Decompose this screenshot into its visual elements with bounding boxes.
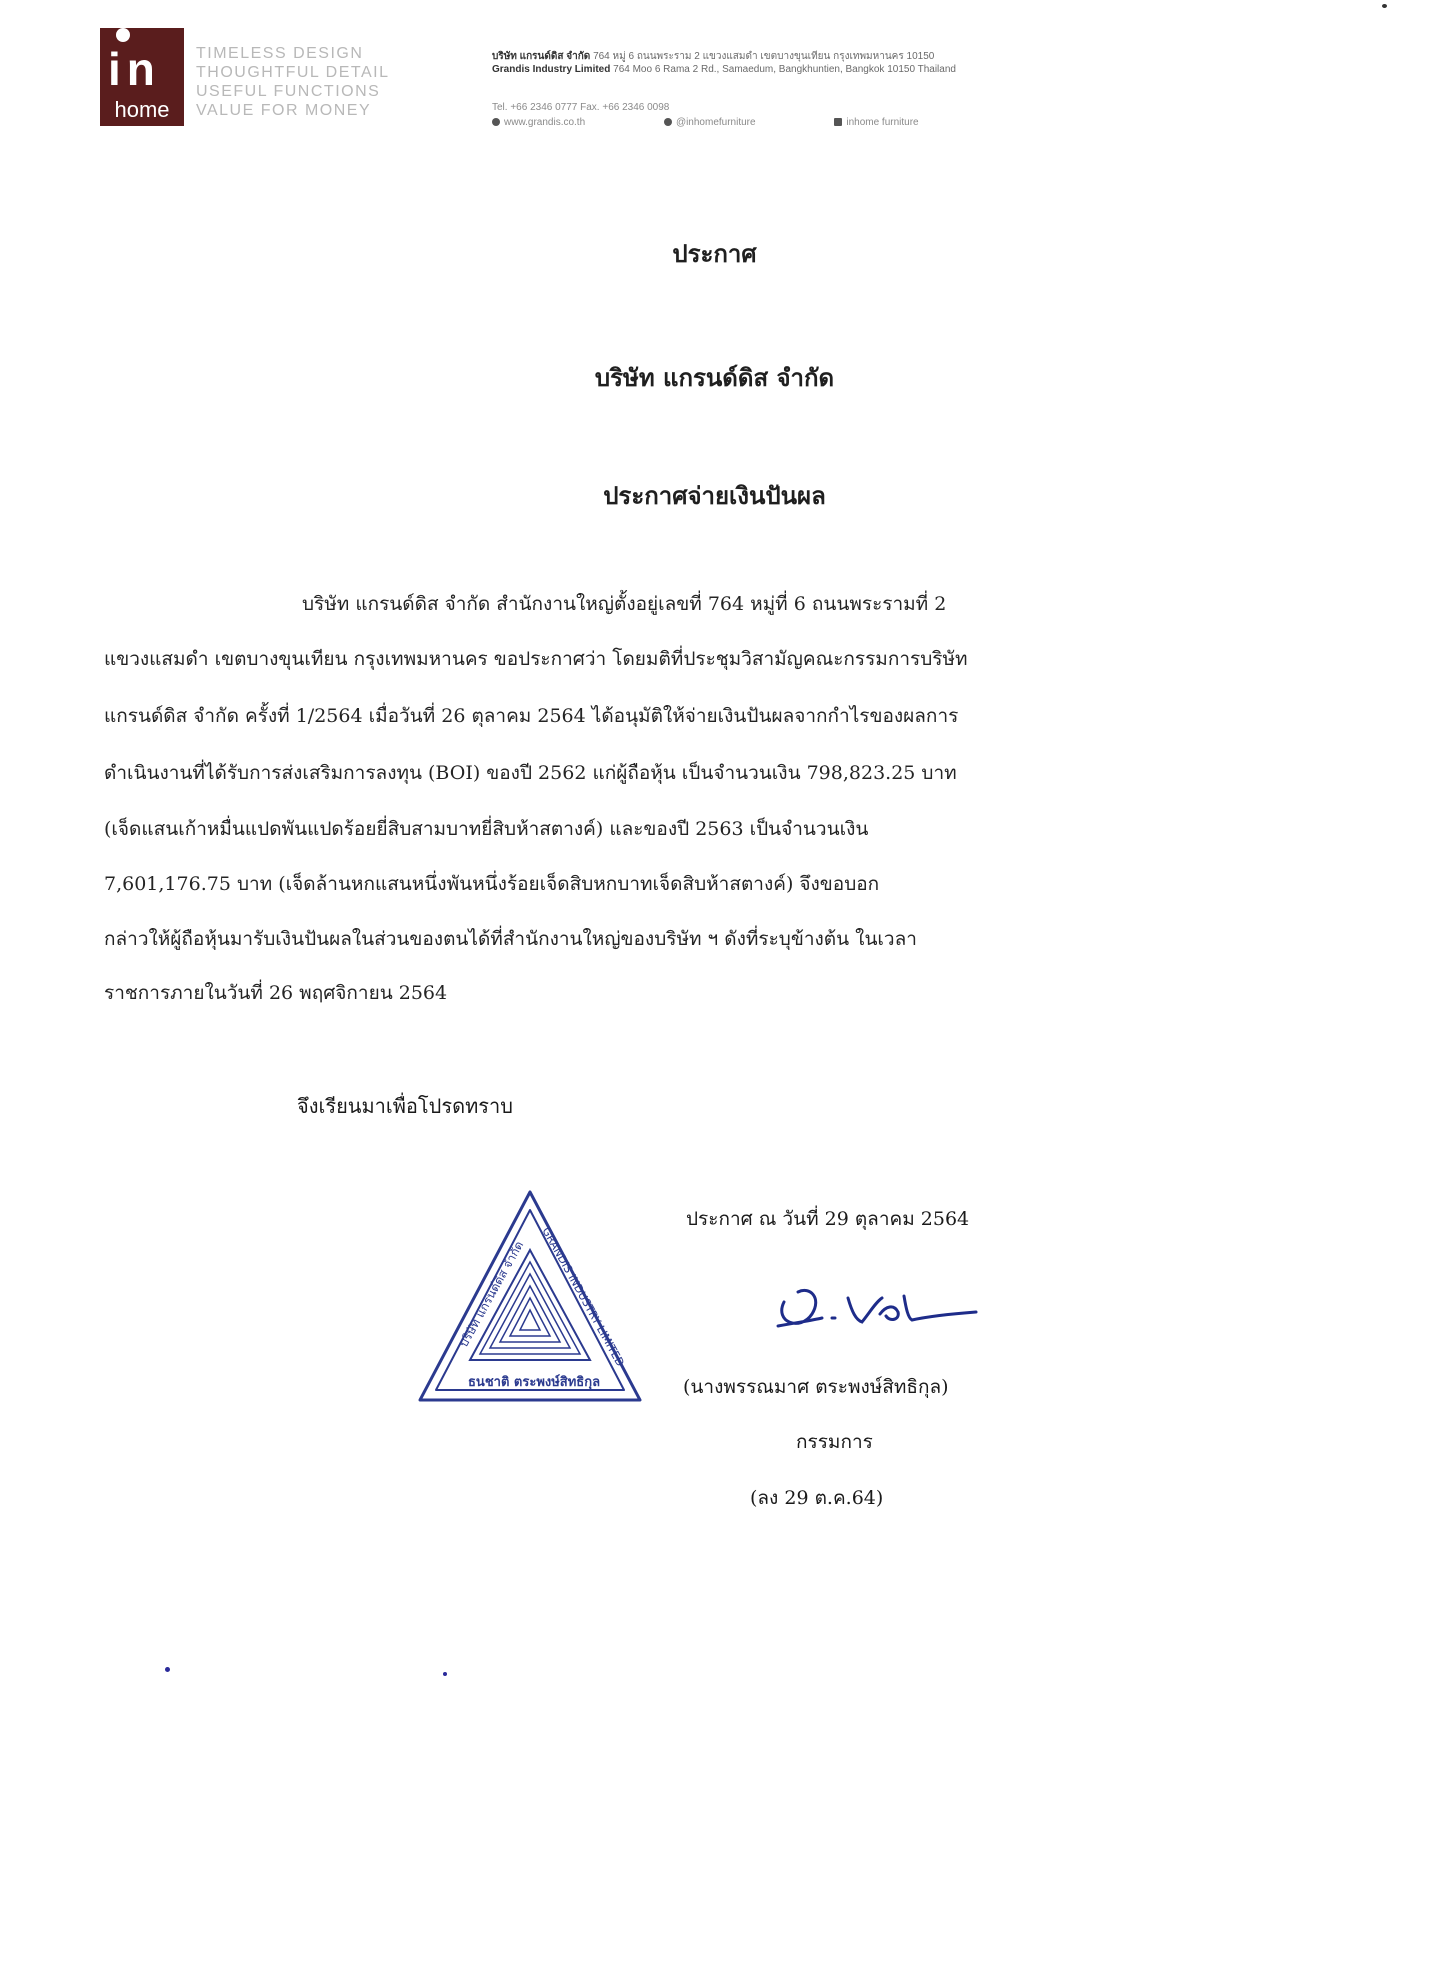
body-line: บริษัท แกรนด์ดิส จำกัด สำนักงานใหญ่ตั้งอยู่เลขที่ 764 หมู่ที่ 6 ถนนพระรามที่ 2 xyxy=(302,593,947,615)
scan-speck xyxy=(165,1667,170,1672)
company-address-en xyxy=(492,63,1212,76)
company-address-en-rest: 764 Moo 6 Rama 2 Rd., Samaedum, Bangkhuntien, Bangkok 10150 Thailand xyxy=(613,64,956,75)
tagline-line: THOUGHTFUL DETAIL xyxy=(196,64,390,81)
brand-tagline xyxy=(196,44,436,120)
body-line: 7,601,176.75 บาท (เจ็ดล้านหกแสนหนึ่งพันหนึ่งร้อยเจ็ดสิบหกบาทเจ็ดสิบห้าสตางค์) จึงขอบอก xyxy=(104,873,880,895)
website-item xyxy=(492,117,623,128)
facebook-icon xyxy=(834,118,842,126)
body-line: กล่าวให้ผู้ถือหุ้นมารับเงินปันผลในส่วนของตนได้ที่สำนักงานใหญ่ของบริษัท ฯ ดังที่ระบุข้างต้น ในเวลา xyxy=(104,928,917,950)
body-line: ดำเนินงานที่ได้รับการส่งเสริมการลงทุน (BOI) ของปี 2562 แก่ผู้ถือหุ้น เป็นจำนวนเงิน 798,823.25 บาท xyxy=(104,762,957,784)
company-contacts xyxy=(492,116,1212,129)
logo-in-text: in xyxy=(108,43,161,95)
signer-name: (นางพรรณมาศ ตระพงษ์สิทธิกุล) xyxy=(683,1376,949,1398)
announcement-date: ประกาศ ณ วันที่ 29 ตุลาคม 2564 xyxy=(686,1208,970,1230)
tagline-line: VALUE FOR MONEY xyxy=(196,102,372,119)
tagline-line: TIMELESS DESIGN xyxy=(196,45,364,62)
company-logo xyxy=(100,28,184,126)
company-phone: Tel. +66 2346 0777 Fax. +66 2346 0098 xyxy=(492,102,670,113)
line-text: @inhomefurniture xyxy=(675,117,756,128)
stamp-text-th: บริษัท แกรนด์ดิส จำกัด xyxy=(456,1238,527,1350)
logo-dot-icon xyxy=(116,28,130,42)
facebook-item xyxy=(834,117,956,128)
company-heading: บริษัท แกรนด์ดิส จำกัด xyxy=(594,363,835,392)
company-seal-stamp xyxy=(410,1180,650,1420)
body-line: แกรนด์ดิส จำกัด ครั้งที่ 1/2564 เมื่อวันที่ 26 ตุลาคม 2564 ได้อนุมัติให้จ่ายเงินปันผลจากกำไรของผลการ xyxy=(104,705,959,727)
closing-line: จึงเรียนมาเพื่อโปรดทราบ xyxy=(297,1094,513,1118)
line-item xyxy=(664,117,794,128)
scan-speck xyxy=(1382,4,1387,8)
company-address-th xyxy=(492,50,1212,63)
company-name-en: Grandis Industry Limited xyxy=(492,64,611,75)
scan-speck xyxy=(443,1672,447,1676)
company-address-block xyxy=(492,50,1212,76)
line-icon xyxy=(664,118,672,126)
body-line: ราชการภายในวันที่ 26 พฤศจิกายน 2564 xyxy=(104,982,448,1004)
globe-icon xyxy=(492,118,500,126)
handwritten-signature xyxy=(770,1262,980,1342)
signer-date: (ลง 29 ต.ค.64) xyxy=(750,1487,884,1509)
body-line: (เจ็ดแสนเก้าหมื่นแปดพันแปดร้อยยี่สิบสามบาทยี่สิบห้าสตางค์) และของปี 2563 เป็นจำนวนเงิน xyxy=(104,818,869,840)
logo-home-text: home xyxy=(114,97,170,122)
stamp-text-en: GRANDIS INDUSTRY LIMITED xyxy=(539,1225,627,1369)
website-text: www.grandis.co.th xyxy=(504,117,586,128)
document-title: ประกาศ xyxy=(672,239,757,268)
facebook-text: inhome furniture xyxy=(846,117,919,128)
tagline-line: USEFUL FUNCTIONS xyxy=(196,83,381,100)
body-line: แขวงแสมดำ เขตบางขุนเทียน กรุงเทพมหานคร ขอประกาศว่า โดยมติที่ประชุมวิสามัญคณะกรรมการบริษัท xyxy=(104,648,968,670)
signer-title: กรรมการ xyxy=(796,1431,873,1453)
company-name-th: บริษัท แกรนด์ดิส จำกัด xyxy=(492,51,591,62)
stamp-text-bottom: ธนชาติ ตระพงษ์สิทธิกุล xyxy=(468,1375,601,1390)
company-address-th-rest: 764 หมู่ 6 ถนนพระราม 2 แขวงแสมดำ เขตบางขุนเทียน กรุงเทพมหานคร 10150 xyxy=(593,51,935,62)
subject-heading: ประกาศจ่ายเงินปันผล xyxy=(603,481,826,510)
